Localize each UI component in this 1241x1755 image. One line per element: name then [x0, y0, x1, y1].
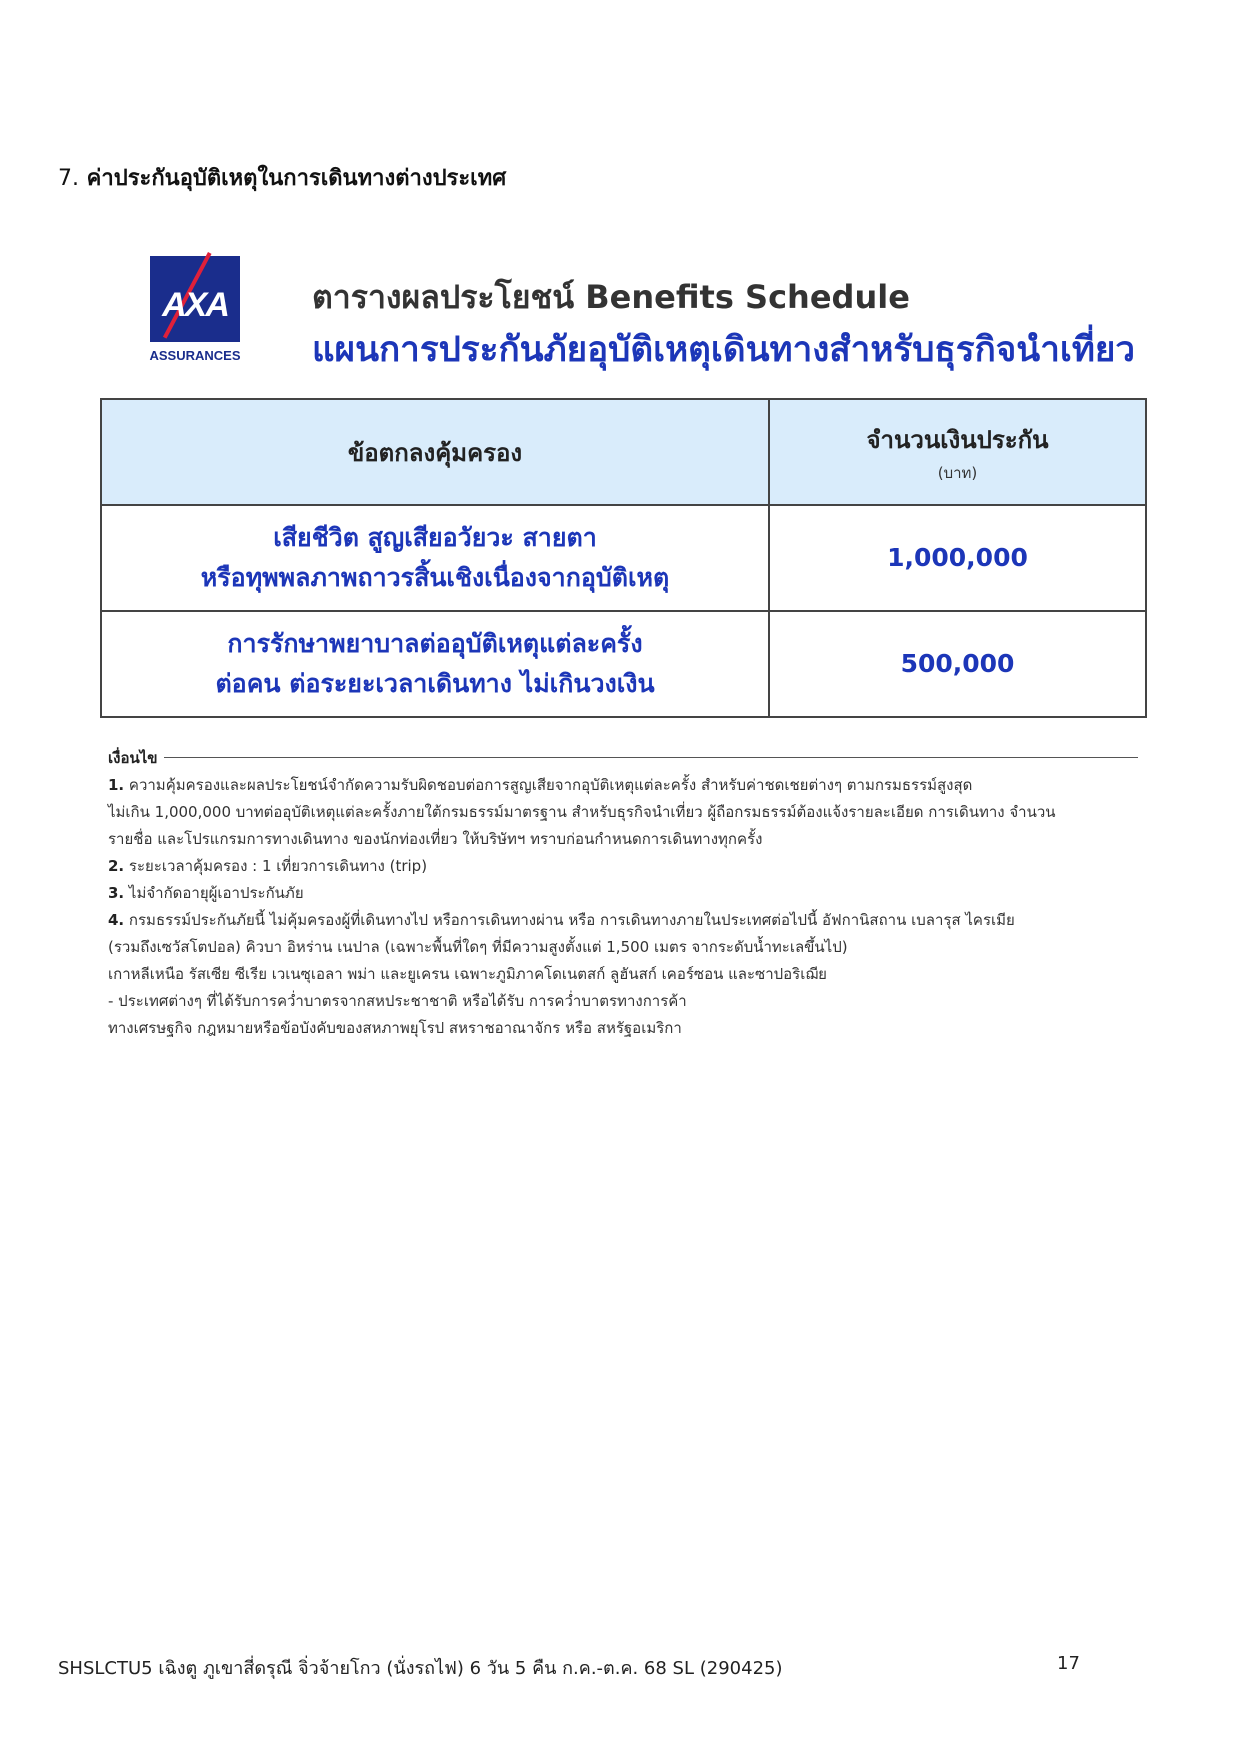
- page-number: 17: [1057, 1653, 1080, 1674]
- header-amount-label: จำนวนเงินประกัน: [866, 425, 1049, 454]
- condition-line: (รวมถึงเซวัสโตปอล) คิวบา อิหร่าน เนปาล (เฉพาะพื้นที่ใดๆ ที่มีความสูงตั้งแต่ 1,500 เมตร จากระดับน้ำทะเลขึ้นไป): [108, 938, 848, 956]
- footer-text: SHSLCTU5 เฉิงตู ภูเขาสี่ดรุณี จิ่วจ้ายโกว (นั่งรถไฟ) 6 วัน 5 คืน ก.ค.-ต.ค. 68 SL (290425): [58, 1658, 783, 1679]
- condition-number: 3.: [108, 884, 125, 902]
- condition-line: ทางเศรษฐกิจ กฎหมายหรือข้อบังคับของสหภาพยุโรป สหราชอาณาจักร หรือ สหรัฐอเมริกา: [108, 1019, 682, 1037]
- axa-logo-subtitle: ASSURANCES: [149, 348, 241, 363]
- condition-number: 4.: [108, 911, 125, 929]
- amount-cell: 1,000,000: [769, 505, 1146, 611]
- conditions-divider: [164, 757, 1138, 758]
- axa-logo: [140, 256, 250, 366]
- section-number: 7.: [58, 166, 79, 191]
- plan-heading: แผนการประกันภัยอุบัติเหตุเดินทางสำหรับธุรกิจนำเที่ยว: [312, 330, 1136, 370]
- conditions-title: เงื่อนไข: [108, 749, 158, 767]
- condition-item: [108, 853, 1148, 880]
- table-header-row: [101, 399, 1146, 505]
- condition-line: ความคุ้มครองและผลประโยชน์จำกัดความรับผิดชอบต่อการสูญเสียจากอุบัติเหตุแต่ละครั้ง สำหรับค่าชดเชยต่างๆ ตามกรมธรรม์สูงสุด: [128, 776, 973, 794]
- condition-item: [108, 907, 1148, 934]
- coverage-line: ต่อคน ต่อระยะเวลาเดินทาง ไม่เกินวงเงิน: [215, 669, 655, 698]
- axa-logo-wordmark: AXA: [162, 286, 228, 324]
- condition-line: ไม่เกิน 1,000,000 บาทต่ออุบัติเหตุแต่ละครั้งภายใต้กรมธรรม์มาตรฐาน สำหรับธุรกิจนำเที่ยว ผู้ถือกรมธรรม์ต้องแจ้งรายละเอียด การเดินทาง จำนวน: [108, 803, 1056, 821]
- condition-number: 1.: [108, 776, 125, 794]
- header-coverage: ข้อตกลงคุ้มครอง: [101, 399, 769, 505]
- condition-number: 2.: [108, 857, 125, 875]
- section-title-text: ค่าประกันอุบัติเหตุในการเดินทางต่างประเทศ: [86, 166, 507, 191]
- table-row: [101, 505, 1146, 611]
- coverage-line: หรือทุพพลภาพถาวรสิ้นเชิงเนื่องจากอุบัติเหตุ: [200, 563, 670, 592]
- coverage-cell: [101, 505, 769, 611]
- header-amount-unit: (บาท): [937, 463, 978, 482]
- section-title: [58, 160, 506, 195]
- condition-item: [108, 772, 1148, 799]
- condition-line: ระยะเวลาคุ้มครอง : 1 เที่ยวการเดินทาง (trip): [128, 857, 428, 875]
- benefits-table: [100, 398, 1147, 718]
- axa-logo-box: [150, 256, 240, 342]
- conditions-list: [108, 772, 1148, 1042]
- amount-cell: 500,000: [769, 611, 1146, 717]
- table-row: [101, 611, 1146, 717]
- condition-item: [108, 880, 1148, 907]
- condition-line: ไม่จำกัดอายุผู้เอาประกันภัย: [128, 884, 304, 902]
- coverage-line: เสียชีวิต สูญเสียอวัยวะ สายตา: [273, 523, 597, 552]
- coverage-line: การรักษาพยาบาลต่ออุบัติเหตุแต่ละครั้ง: [227, 629, 643, 658]
- condition-line: เกาหลีเหนือ รัสเซีย ซีเรีย เวเนซุเอลา พม่า และยูเครน เฉพาะภูมิภาคโดเนตสก์ ลูฮันสก์ เคอร์ซอน และซาปอริเฌีย: [108, 965, 827, 983]
- schedule-heading: ตารางผลประโยชน์ Benefits Schedule: [312, 278, 910, 316]
- condition-line: กรมธรรม์ประกันภัยนี้ ไม่คุ้มครองผู้ที่เดินทางไป หรือการเดินทางผ่าน หรือ การเดินทางภายในประเทศต่อไปนี้ อัฟกานิสถาน เบลารุส ไครเมีย: [128, 911, 1015, 929]
- condition-line: รายชื่อ และโปรแกรมการทางเดินทาง ของนักท่องเที่ยว ให้บริษัทฯ ทราบก่อนกำหนดการเดินทางทุกครั้ง: [108, 830, 763, 848]
- header-amount: [769, 399, 1146, 505]
- condition-line: - ประเทศต่างๆ ที่ได้รับการคว่ำบาตรจากสหประชาชาติ หรือได้รับ การคว่ำบาตรทางการค้า: [108, 992, 687, 1010]
- coverage-cell: [101, 611, 769, 717]
